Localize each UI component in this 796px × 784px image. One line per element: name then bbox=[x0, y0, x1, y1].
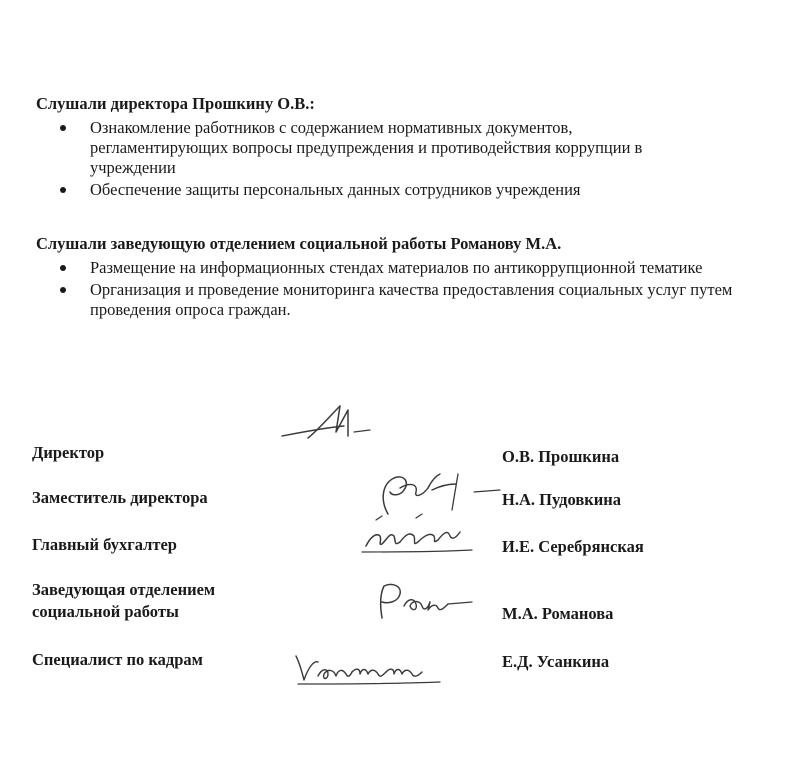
list-item bbox=[90, 258, 738, 278]
bullet-icon bbox=[60, 287, 66, 293]
signatory-role: Главный бухгалтер bbox=[32, 535, 177, 554]
head-of-department-signature bbox=[368, 578, 478, 624]
signatory-role: Заведующая отделением bbox=[32, 580, 216, 599]
list-item-text: Организация и проведение мониторинга качества предоставления социальных услуг путем проведения опроса граждан. bbox=[90, 280, 733, 319]
list-item-text: Размещение на информационных стендах материалов по антикоррупционной тематике bbox=[90, 258, 703, 277]
list-item-text: Ознакомление работников с содержанием нормативных документов, регламентирующих вопросы предупреждения и противодействия коррупции в учреждении bbox=[90, 118, 643, 177]
section-heading: Слушали директора Прошкину О.В.: bbox=[36, 94, 315, 113]
signatory-name: Н.А. Пудовкина bbox=[502, 490, 622, 509]
chief-accountant-signature bbox=[356, 510, 476, 558]
signatory-role: Специалист по кадрам bbox=[32, 650, 203, 669]
bullet-list bbox=[36, 118, 776, 200]
signatory-role-line2: социальной работы bbox=[32, 602, 179, 621]
list-item bbox=[90, 180, 776, 200]
bullet-icon bbox=[60, 187, 66, 193]
section-heading: Слушали заведующую отделением социальной работы Романову М.А. bbox=[36, 234, 562, 253]
signatory-name: Е.Д. Усанкина bbox=[502, 652, 610, 671]
section-social-work-report bbox=[36, 234, 776, 322]
signatory-name: О.В. Прошкина bbox=[502, 447, 620, 466]
list-item bbox=[90, 280, 758, 320]
signatory-name: И.Е. Серебрянская bbox=[502, 537, 644, 556]
signatory-role: Заместитель директора bbox=[32, 488, 208, 507]
section-director-report bbox=[36, 94, 776, 202]
signatory-role: Директор bbox=[32, 443, 105, 462]
director-signature bbox=[278, 402, 378, 444]
bullet-icon bbox=[60, 265, 66, 271]
signatory-name: М.А. Романова bbox=[502, 604, 614, 623]
bullet-icon bbox=[60, 125, 66, 131]
list-item bbox=[90, 118, 718, 178]
hr-specialist-signature bbox=[290, 646, 450, 690]
bullet-list bbox=[36, 258, 776, 320]
list-item-text: Обеспечение защиты персональных данных сотрудников учреждения bbox=[90, 180, 581, 199]
